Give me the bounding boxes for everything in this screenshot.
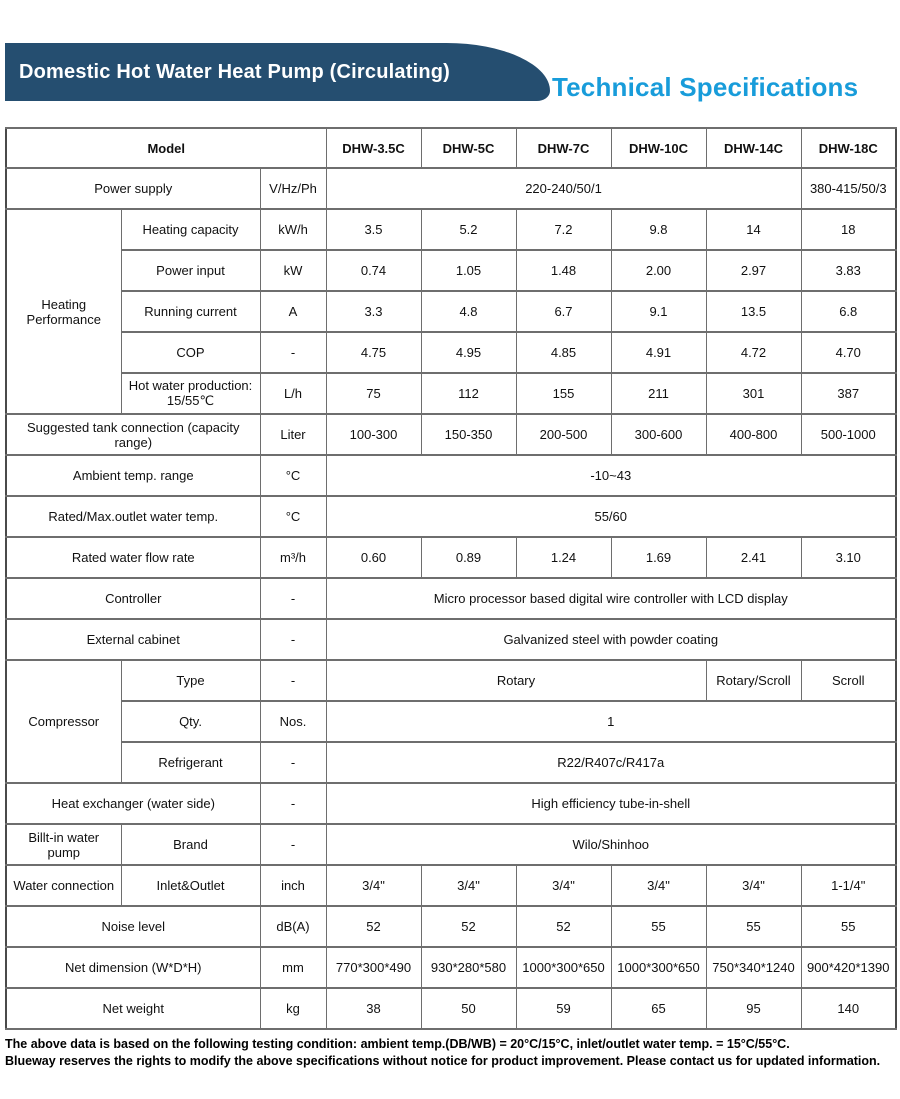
value-cell: 4.91	[611, 332, 706, 373]
group-label: Water connection	[6, 865, 121, 906]
value-cell: 5.2	[421, 209, 516, 250]
value-cell: 4.8	[421, 291, 516, 332]
value-cell: 301	[706, 373, 801, 414]
value-cell: 0.89	[421, 537, 516, 578]
model-cell: DHW-5C	[421, 128, 516, 168]
value-cell: 55	[706, 906, 801, 947]
value-cell: 4.85	[516, 332, 611, 373]
value-cell: 6.8	[801, 291, 896, 332]
value-cell: 930*280*580	[421, 947, 516, 988]
value-cell: 7.2	[516, 209, 611, 250]
value-cell: 150-350	[421, 414, 516, 455]
row-label: Heat exchanger (water side)	[6, 783, 260, 824]
value-cell: 3.3	[326, 291, 421, 332]
unit-cell: dB(A)	[260, 906, 326, 947]
value-cell: 3.83	[801, 250, 896, 291]
value-cell: 14	[706, 209, 801, 250]
row-refrigerant	[6, 742, 896, 783]
value-cell: 18	[801, 209, 896, 250]
group-label: Compressor	[6, 660, 121, 783]
value-cell: -10~43	[326, 455, 896, 496]
unit-cell: kW	[260, 250, 326, 291]
unit-cell: °C	[260, 455, 326, 496]
row-running-current	[6, 291, 896, 332]
value-cell: 52	[516, 906, 611, 947]
value-cell: 9.8	[611, 209, 706, 250]
unit-cell: -	[260, 824, 326, 865]
row-flow-rate	[6, 537, 896, 578]
spec-table	[5, 127, 897, 1030]
row-label: Ambient temp. range	[6, 455, 260, 496]
value-cell: 750*340*1240	[706, 947, 801, 988]
value-cell: 55	[801, 906, 896, 947]
value-cell: 1.05	[421, 250, 516, 291]
sub-label: Qty.	[121, 701, 260, 742]
row-cop	[6, 332, 896, 373]
sub-label: Running current	[121, 291, 260, 332]
unit-cell: -	[260, 578, 326, 619]
unit-cell: m³/h	[260, 537, 326, 578]
row-water-connection	[6, 865, 896, 906]
header	[0, 0, 900, 127]
row-net-dimension	[6, 947, 896, 988]
sub-label: Brand	[121, 824, 260, 865]
value-cell: 0.60	[326, 537, 421, 578]
row-label: Rated water flow rate	[6, 537, 260, 578]
group-label: Heating Performance	[6, 209, 121, 414]
value-cell: 100-300	[326, 414, 421, 455]
unit-cell: -	[260, 619, 326, 660]
sub-label: Refrigerant	[121, 742, 260, 783]
value-cell: 500-1000	[801, 414, 896, 455]
value-cell: 900*420*1390	[801, 947, 896, 988]
unit-cell: kW/h	[260, 209, 326, 250]
model-header-cell: Model	[6, 128, 326, 168]
value-cell: 3.5	[326, 209, 421, 250]
unit-cell: kg	[260, 988, 326, 1029]
value-cell: 95	[706, 988, 801, 1029]
value-cell: 1-1/4"	[801, 865, 896, 906]
value-cell: 2.97	[706, 250, 801, 291]
value-cell: High efficiency tube-in-shell	[326, 783, 896, 824]
unit-cell: A	[260, 291, 326, 332]
value-cell: 1.48	[516, 250, 611, 291]
unit-cell: -	[260, 742, 326, 783]
value-cell: 400-800	[706, 414, 801, 455]
row-controller	[6, 578, 896, 619]
unit-cell: Nos.	[260, 701, 326, 742]
value-cell: 1000*300*650	[611, 947, 706, 988]
unit-cell: -	[260, 783, 326, 824]
value-cell: 52	[421, 906, 516, 947]
row-label: Noise level	[6, 906, 260, 947]
value-cell: 9.1	[611, 291, 706, 332]
value-cell: 3/4"	[611, 865, 706, 906]
value-cell: 1.69	[611, 537, 706, 578]
value-cell: 4.95	[421, 332, 516, 373]
row-label: Net weight	[6, 988, 260, 1029]
row-net-weight	[6, 988, 896, 1029]
unit-cell: V/Hz/Ph	[260, 168, 326, 209]
unit-cell: mm	[260, 947, 326, 988]
value-cell: Micro processor based digital wire controller with LCD display	[326, 578, 896, 619]
value-cell: 300-600	[611, 414, 706, 455]
value-cell: Wilo/Shinhoo	[326, 824, 896, 865]
value-cell: 50	[421, 988, 516, 1029]
footer-note-disclaimer: Blueway reserves the rights to modify the above specifications without notice for product improvement. Please contact us for updated information.	[5, 1054, 881, 1068]
model-cell: DHW-3.5C	[326, 128, 421, 168]
footer	[5, 1036, 900, 1070]
value-cell: 55	[611, 906, 706, 947]
value-cell: 112	[421, 373, 516, 414]
row-label: Rated/Max.outlet water temp.	[6, 496, 260, 537]
unit-cell: L/h	[260, 373, 326, 414]
value-cell: 2.00	[611, 250, 706, 291]
value-cell: 1000*300*650	[516, 947, 611, 988]
value-cell: 65	[611, 988, 706, 1029]
value-cell: R22/R407c/R417a	[326, 742, 896, 783]
value-cell: 770*300*490	[326, 947, 421, 988]
sub-label: Inlet&Outlet	[121, 865, 260, 906]
value-cell: Galvanized steel with powder coating	[326, 619, 896, 660]
value-cell: 211	[611, 373, 706, 414]
value-cell: 387	[801, 373, 896, 414]
value-cell: Rotary/Scroll	[706, 660, 801, 701]
footer-note-testing: The above data is based on the following testing condition: ambient temp.(DB/WB) = 20°C/15°C, inlet/outlet water temp. = 15°C/55°C.	[5, 1037, 790, 1051]
row-label: Net dimension (W*D*H)	[6, 947, 260, 988]
unit-cell: -	[260, 660, 326, 701]
model-cell: DHW-14C	[706, 128, 801, 168]
banner-title: Domestic Hot Water Heat Pump (Circulating)	[19, 60, 451, 83]
value-cell: 0.74	[326, 250, 421, 291]
unit-cell: inch	[260, 865, 326, 906]
value-cell: 6.7	[516, 291, 611, 332]
banner	[5, 43, 550, 101]
value-cell: 4.70	[801, 332, 896, 373]
row-label: External cabinet	[6, 619, 260, 660]
sub-label: Heating capacity	[121, 209, 260, 250]
value-cell: 3.10	[801, 537, 896, 578]
value-cell: 3/4"	[706, 865, 801, 906]
value-cell: 4.75	[326, 332, 421, 373]
value-cell: 200-500	[516, 414, 611, 455]
value-cell: 3/4"	[421, 865, 516, 906]
row-water-pump	[6, 824, 896, 865]
value-cell: 155	[516, 373, 611, 414]
value-cell: 4.72	[706, 332, 801, 373]
value-cell: 3/4"	[326, 865, 421, 906]
value-cell: Rotary	[326, 660, 706, 701]
value-cell: 52	[326, 906, 421, 947]
sub-label: COP	[121, 332, 260, 373]
value-cell: 140	[801, 988, 896, 1029]
unit-cell: Liter	[260, 414, 326, 455]
sub-label: Type	[121, 660, 260, 701]
model-cell: DHW-7C	[516, 128, 611, 168]
model-cell: DHW-18C	[801, 128, 896, 168]
value-cell: 13.5	[706, 291, 801, 332]
value-cell: 38	[326, 988, 421, 1029]
row-tank-connection	[6, 414, 896, 455]
row-external-cabinet	[6, 619, 896, 660]
sub-label: Power input	[121, 250, 260, 291]
row-label: Controller	[6, 578, 260, 619]
row-compressor-type	[6, 660, 896, 701]
value-cell: 220-240/50/1	[326, 168, 801, 209]
row-compressor-qty	[6, 701, 896, 742]
row-outlet-temp	[6, 496, 896, 537]
row-heating-capacity	[6, 209, 896, 250]
row-power-input	[6, 250, 896, 291]
value-cell: 1	[326, 701, 896, 742]
group-label: Billt-in water pump	[6, 824, 121, 865]
page-title: Technical Specifications	[552, 72, 859, 102]
value-cell: 59	[516, 988, 611, 1029]
value-cell: Scroll	[801, 660, 896, 701]
row-hot-water-production	[6, 373, 896, 414]
unit-cell: °C	[260, 496, 326, 537]
model-cell: DHW-10C	[611, 128, 706, 168]
value-cell: 380-415/50/3	[801, 168, 896, 209]
row-ambient-temp	[6, 455, 896, 496]
sub-label: Hot water production: 15/55℃	[121, 373, 260, 414]
value-cell: 55/60	[326, 496, 896, 537]
row-label: Power supply	[6, 168, 260, 209]
value-cell: 75	[326, 373, 421, 414]
value-cell: 1.24	[516, 537, 611, 578]
table-header-row	[6, 128, 896, 168]
value-cell: 3/4"	[516, 865, 611, 906]
row-noise-level	[6, 906, 896, 947]
value-cell: 2.41	[706, 537, 801, 578]
row-power-supply	[6, 168, 896, 209]
row-label: Suggested tank connection (capacity range)	[6, 414, 260, 455]
row-heat-exchanger	[6, 783, 896, 824]
unit-cell: -	[260, 332, 326, 373]
